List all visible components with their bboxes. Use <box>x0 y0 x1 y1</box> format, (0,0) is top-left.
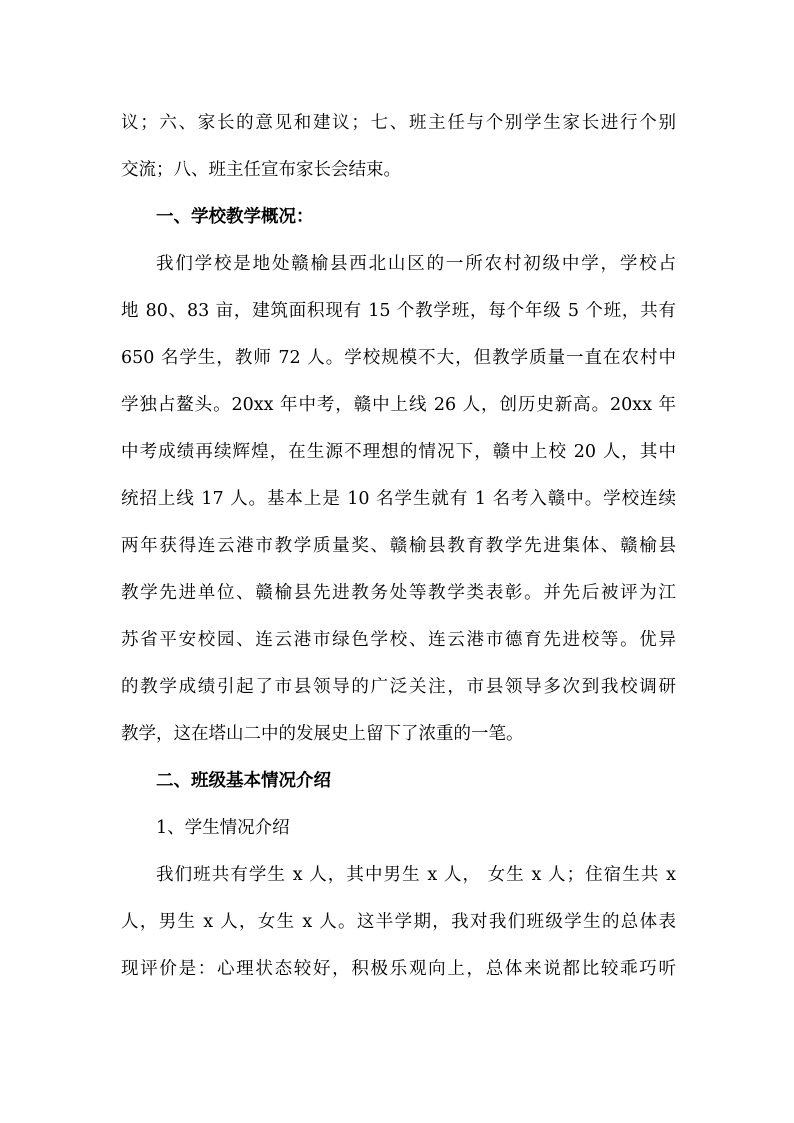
text-line: 地 80、83 亩，建筑面积现有 15 个教学班，每个年级 5 个班，共有 <box>121 301 676 321</box>
section-heading-class-overview: 二、班级基本情况介绍 <box>156 771 331 791</box>
paragraph-agenda-continuation <box>121 100 676 194</box>
subsection-heading-students: 1、学生情况介绍 <box>156 818 290 838</box>
text-line: 我们班共有学生 x 人，其中男生 x 人， 女生 x 人；住宿生共 x <box>156 865 676 885</box>
text-line: 人，男生 x 人，女生 x 人。这半学期，我对我们班级学生的总体表 <box>121 912 676 932</box>
text-line: 的教学成绩引起了市县领导的广泛关注，市县领导多次到我校调研 <box>121 677 676 697</box>
text-line: 现评价是：心理状态较好，积极乐观向上，总体来说都比较乖巧听 <box>121 959 676 979</box>
text-line: 两年获得连云港市教学质量奖、赣榆县教育教学先进集体、赣榆县 <box>121 536 676 556</box>
text-line: 650 名学生，教师 72 人。学校规模不大，但教学质量一直在农村中 <box>121 348 676 368</box>
text-line: 教学先进单位、赣榆县先进教务处等教学类表彰。并先后被评为江 <box>121 583 676 603</box>
text-line: 议；六、家长的意见和建议；七、班主任与个别学生家长进行个别 <box>121 113 676 133</box>
section-heading-school-overview: 一、学校教学概况： <box>156 207 314 227</box>
text-line: 学独占鳌头。20xx 年中考，赣中上线 26 人，创历史新高。20xx 年 <box>121 395 676 415</box>
text-line: 苏省平安校园、连云港市绿色学校、连云港市德育先进校等。优异 <box>121 630 676 650</box>
text-line: 交流；八、班主任宣布家长会结束。 <box>121 160 401 180</box>
document-body <box>121 100 676 993</box>
text-line: 我们学校是地处赣榆县西北山区的一所农村初级中学，学校占 <box>156 254 676 274</box>
text-line: 统招上线 17 人。基本上是 10 名学生就有 1 名考入赣中。学校连续 <box>121 489 676 509</box>
text-line: 教学，这在塔山二中的发展史上留下了浓重的一笔。 <box>121 724 524 744</box>
paragraph-school-overview <box>121 241 676 758</box>
paragraph-students <box>121 852 676 993</box>
text-line: 中考成绩再续辉煌，在生源不理想的情况下，赣中上校 20 人，其中 <box>121 442 676 462</box>
